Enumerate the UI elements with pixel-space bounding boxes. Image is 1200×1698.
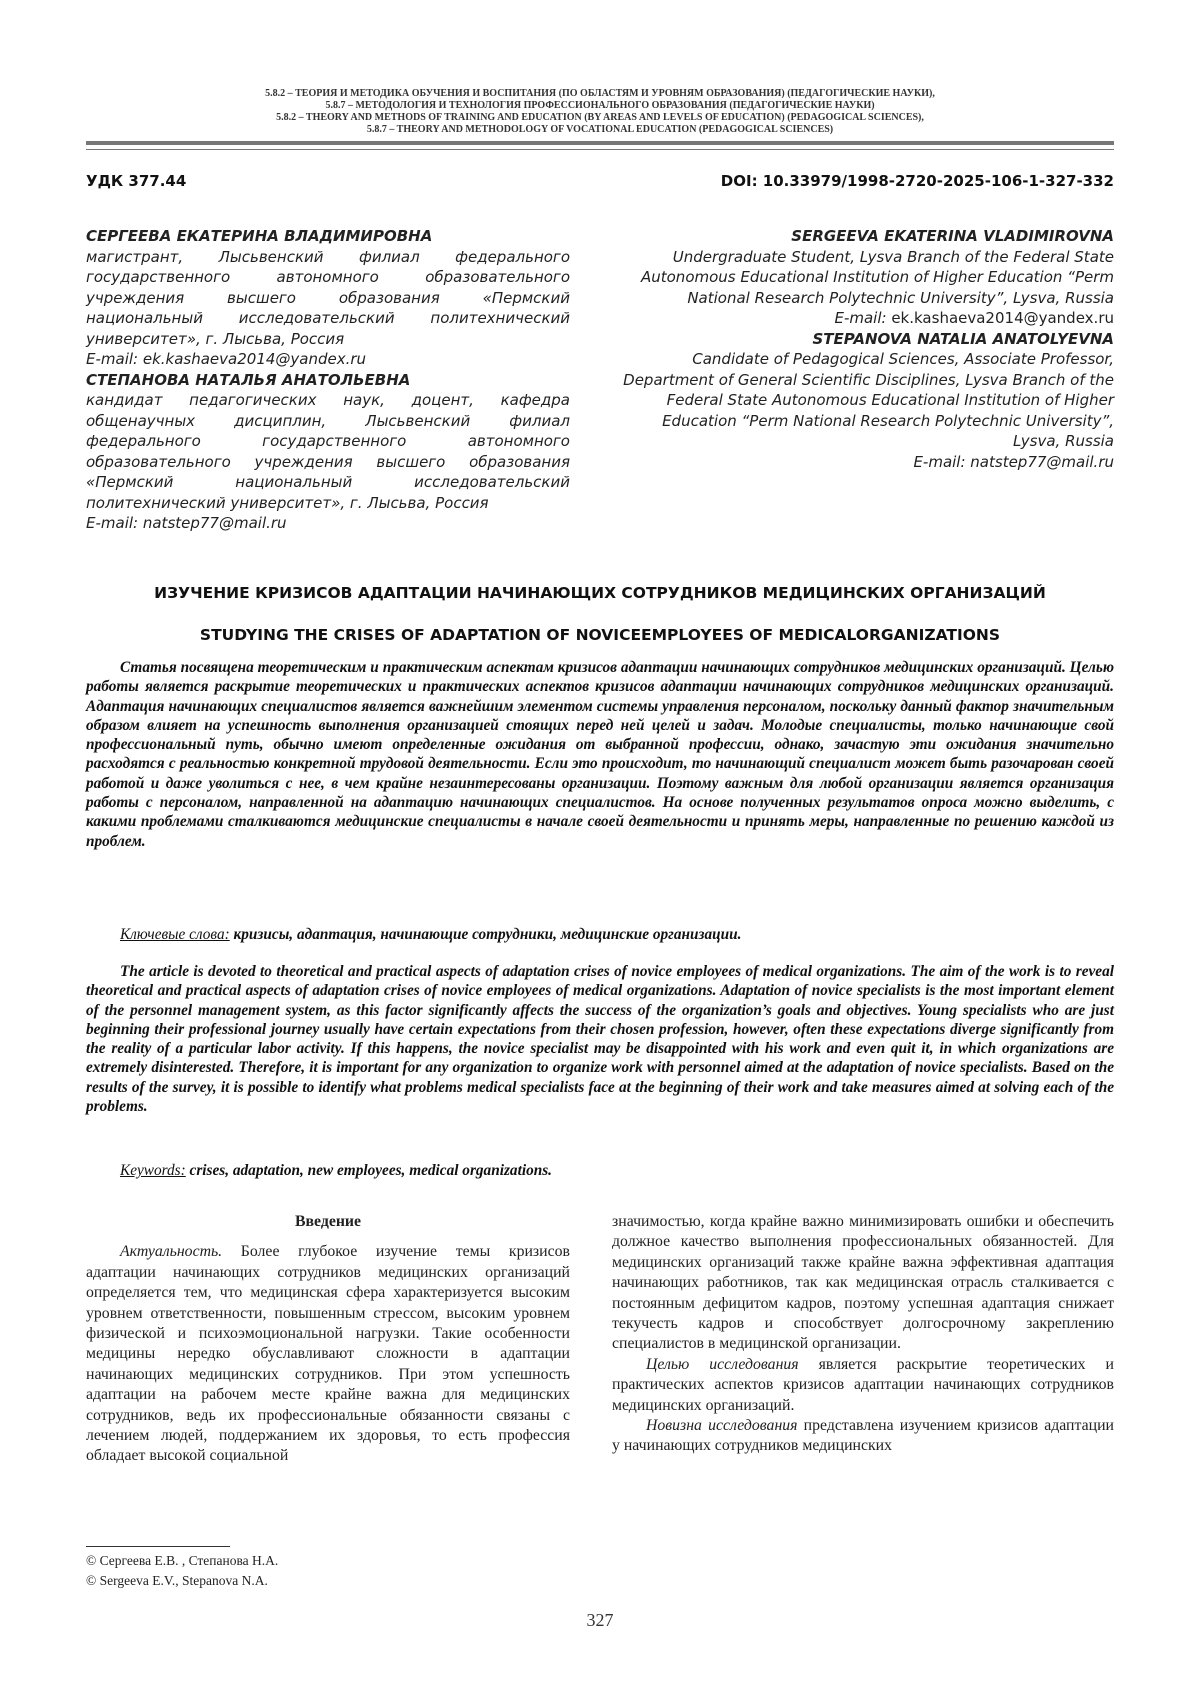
author-email[interactable]: ek.kashaeva2014@yandex.ru xyxy=(891,309,1114,327)
article-title-en: STUDYING THE CRISES OF ADAPTATION OF NOVICEEMPLOYEES OF MEDICALORGANIZATIONS xyxy=(199,626,1001,644)
header-rule-thick xyxy=(86,141,1114,145)
author-email-line xyxy=(86,513,570,534)
keywords-text: crises, adaptation, new employees, medical organizations. xyxy=(189,1162,552,1179)
author-name: SERGEEVA EKATERINA VLADIMIROVNA xyxy=(791,227,1114,245)
running-head-line: 5.8.7 – THEORY AND METHODOLOGY OF VOCATIONAL EDUCATION (PEDAGOGICAL SCIENCES) xyxy=(366,124,834,135)
abstract-ru: Статья посвящена теоретическим и практическим аспектам кризисов адаптации начинающих сотрудников медицинских организаций. Целью работы является раскрытие теоретических и практических аспектов кризисов адаптации начинающих сотрудников медицинских организаций. Адаптация начинающих специалистов является важнейшим элементом системы управления персоналом, поскольку данный фактор значительным образом влияет на успешность выполнения организацией стоящих перед ней целей и задач. Молодые специалисты, только начинающие свой профессиональный путь, обычно имеют определенные ожидания от выбранной профессии, однако, зачастую эти ожидания значительно расходятся с реальностью конкретной трудовой деятельности. Если это происходит, то начинающий специалист может быть разочарован своей работой и даже уволиться с нее, в чем крайне незаинтересованы организации. Поэтому важным для любой организации является организация работы с персоналом, направленной на адаптацию начинающих специалистов. На основе полученных результатов опроса можно выделить, с какими проблемами сталкиваются медицинские специалисты в начале своей деятельности и принять меры, направленные по решению каждой из проблем. xyxy=(86,659,1114,850)
authors-en xyxy=(612,226,1114,472)
paragraph-text: Более глубокое изучение темы кризисов адаптации начинающих сотрудников медицинских организаций определяется тем, что медицинская сфера характеризуется высоким уровнем ответственности, повышенным стрессом, высоким уровнем физической и психоэмоциональной нагрузки. Такие особенности медицины нередко обуславливают сложности в адаптации начинающих медицинских сотрудников. При этом успешность адаптации на рабочем месте крайне важна для медицинских сотрудников, ведь их профессиональные обязанности связаны с лечением людей, поддержанием их здоровья, то есть профессия обладает высокой социальной xyxy=(86,1243,570,1465)
author-affiliation: магистрант, Лысьвенский филиал федерального государственного автономного образовательного учреждения высшего образования «Пермский национальный исследовательский политехнический университет», г. Лысьва, Россия xyxy=(86,247,570,348)
authors-ru xyxy=(86,226,570,534)
paragraph-text: является раскрытие теоретических и практических аспектов кризисов адаптации начинающих сотрудников медицинских организаций. xyxy=(612,1355,1114,1414)
copyright-ru: © Сергеева Е.В. , Степанова Н.А. xyxy=(86,1553,279,1568)
running-head-line: 5.8.2 – ТЕОРИЯ И МЕТОДИКА ОБУЧЕНИЯ И ВОСПИТАНИЯ (ПО ОБЛАСТЯМ И УРОВНЯМ ОБРАЗОВАНИЯ) (ПЕДАГОГИЧЕСКИЕ НАУКИ), xyxy=(265,88,935,99)
keywords-label: Ключевые слова: xyxy=(120,926,230,943)
running-head xyxy=(86,88,1114,136)
keywords-text: кризисы, адаптация, начинающие сотрудники, медицинские организации. xyxy=(233,926,742,943)
paragraph-lead: Актуальность. xyxy=(120,1243,223,1261)
body-column-left xyxy=(86,1212,570,1467)
author-affiliation: Undergraduate Student, Lysva Branch of the Federal State Autonomous Educational Institution of Higher Education “Perm National Research Polytechnic University”, Lysva, Russia xyxy=(640,247,1114,307)
email-label: E-mail: xyxy=(834,309,892,327)
author-email-line xyxy=(612,308,1114,329)
keywords-ru xyxy=(120,926,1114,944)
body-column-right xyxy=(612,1212,1114,1457)
section-heading: Введение xyxy=(294,1213,362,1230)
author-name: СЕРГЕЕВА ЕКАТЕРИНА ВЛАДИМИРОВНА xyxy=(86,227,433,245)
header-rule-thin xyxy=(86,149,1114,150)
email-label: E-mail: xyxy=(913,452,971,471)
author-affiliation: Candidate of Pedagogical Sciences, Associate Professor, Department of General Scientific Disciplines, Lysva Branch of the Federal State Autonomous Educational Institution of Higher Education “Perm National Research Polytechnic University”, Lysva, Russia xyxy=(623,350,1114,450)
author-email[interactable]: ek.kashaeva2014@yandex.ru xyxy=(142,350,367,368)
keywords-en xyxy=(120,1162,1114,1180)
footnote-rule xyxy=(86,1546,230,1547)
copyright-en: © Sergeeva E.V., Stepanova N.A. xyxy=(86,1573,268,1588)
email-label: E-mail: xyxy=(86,350,143,368)
page-number: 327 xyxy=(586,1610,614,1630)
author-email-line xyxy=(86,349,570,370)
udk-code: УДК 377.44 xyxy=(86,172,187,190)
author-name: STEPANOVA NATALIA ANATOLYEVNA xyxy=(812,329,1114,348)
paragraph: значимостью, когда крайне важно минимизировать ошибки и обеспечить должное качество выполнения профессиональных обязанностей. Для медицинских организаций также крайне важна эффективная адаптация начинающих работников, так как медицинская отрасль сталкивается с постоянным дефицитом кадров, поэтому успешная адаптация снижает текучесть кадров и способствует долгосрочному закреплению специалистов в медицинской организации. xyxy=(612,1213,1114,1353)
paragraph-lead: Новизна исследования xyxy=(646,1417,798,1435)
paragraph-lead: Целью исследования xyxy=(646,1355,799,1373)
paragraph xyxy=(86,1242,570,1466)
article-title-ru: ИЗУЧЕНИЕ КРИЗИСОВ АДАПТАЦИИ НАЧИНАЮЩИХ СОТРУДНИКОВ МЕДИЦИНСКИХ ОРГАНИЗАЦИЙ xyxy=(154,584,1046,602)
paragraph xyxy=(612,1416,1114,1457)
abstract-en: The article is devoted to theoretical and practical aspects of adaptation crises of novice employees of medical organizations. The aim of the work is to reveal theoretical and practical aspects of adaptation crises of novice employees of medical organizations. Adaptation of novice specialists is the most important element of the personnel management system, as this factor significantly affects the success of the organization’s goals and objectives. Young specialists who are just beginning their professional journey usually have certain expectations from their chosen profession, however, often these expectations diverge significantly from the reality of a particular labor activity. If this happens, the novice specialist may be disappointed with his work and even quit it, in which organizations are extremely disinterested. Therefore, it is important for any organization to organize work with personnel aimed at the adaptation of novice specialists. Based on the results of the survey, it is possible to identify what problems medical specialists face at the beginning of their work and take measures aimed at solving each of the problems. xyxy=(86,963,1114,1116)
running-head-line: 5.8.7 – МЕТОДОЛОГИЯ И ТЕХНОЛОГИЯ ПРОФЕССИОНАЛЬНОГО ОБРАЗОВАНИЯ (ПЕДАГОГИЧЕСКИЕ НАУКИ) xyxy=(325,100,875,111)
author-email[interactable]: natstep77@mail.ru xyxy=(970,452,1114,471)
running-head-line: 5.8.2 – THEORY AND METHODS OF TRAINING AND EDUCATION (BY AREAS AND LEVELS OF EDUCATION) (PEDAGOGICAL SCIENCES), xyxy=(276,112,924,123)
doi: DOI: 10.33979/1998-2720-2025-106-1-327-332 xyxy=(720,172,1114,190)
paragraph xyxy=(612,1355,1114,1416)
author-affiliation: кандидат педагогических наук, доцент, кафедра общенаучных дисциплин, Лысьвенский филиал федерального государственного автономного образовательного учреждения высшего образования «Пермский национальный исследовательский политехнический университет», г. Лысьва, Россия xyxy=(86,391,570,512)
email-label: E-mail: xyxy=(86,514,143,532)
author-name: СТЕПАНОВА НАТАЛЬЯ АНАТОЛЬЕВНА xyxy=(86,370,411,389)
keywords-label: Keywords: xyxy=(120,1162,186,1179)
author-email-line xyxy=(612,452,1114,473)
paragraph-text: представлена изучением кризисов адаптации у начинающих сотрудников медицинских xyxy=(612,1417,1114,1455)
author-email[interactable]: natstep77@mail.ru xyxy=(142,514,287,532)
